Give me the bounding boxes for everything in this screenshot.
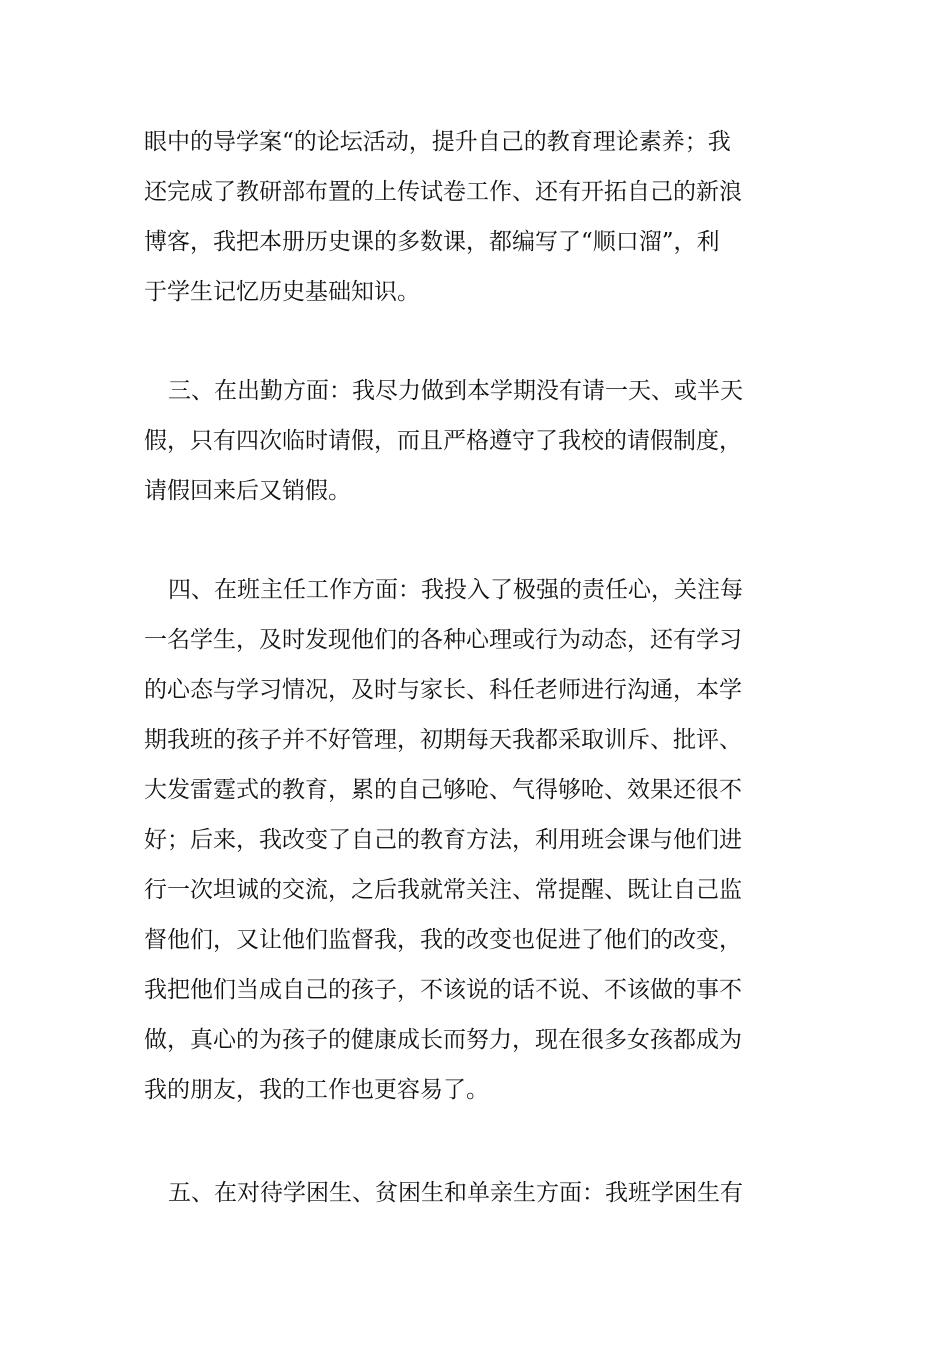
paragraph-class-teacher [144, 565, 744, 1165]
text-line: 我的朋友，我的工作也更容易了。 [144, 1077, 489, 1103]
text-line: 好；后来，我改变了自己的教育方法，利用班会课与他们进 [144, 827, 742, 853]
text-line: 大发雷霆式的教育，累的自己够呛、气得够呛、效果还很不 [144, 777, 742, 803]
text-line: 五、在对待学困生、贫困生和单亲生方面：我班学困生有 [168, 1180, 743, 1206]
text-line: 三、在出勤方面：我尽力做到本学期没有请一天、或半天 [168, 378, 743, 404]
text-line: 的心态与学习情况，及时与家长、科任老师进行沟通，本学 [144, 677, 742, 703]
text-line: 行一次坦诚的交流，之后我就常关注、常提醒、既让自己监 [144, 877, 742, 903]
text-line: 眼中的导学案“的论坛活动，提升自己的教育理论素养；我 [144, 129, 731, 155]
text-line: 于学生记忆历史基础知识。 [144, 279, 420, 305]
text-line: 我把他们当成自己的孩子，不该说的话不说、不该做的事不 [144, 977, 742, 1003]
text-line: 博客，我把本册历史课的多数课，都编写了“顺口溜”，利 [144, 229, 720, 255]
text-line: 四、在班主任工作方面：我投入了极强的责任心，关注每 [168, 577, 743, 603]
text-line: 请假回来后又销假。 [144, 478, 351, 504]
text-line [144, 1115, 744, 1165]
text-line: 还完成了教研部布置的上传试卷工作、还有开拓自己的新浪 [144, 179, 742, 205]
text-line: 督他们，又让他们监督我，我的改变也促进了他们的改变， [144, 927, 742, 953]
paragraph-attendance [144, 366, 744, 516]
text-line: 做，真心的为孩子的健康成长而努力，现在很多女孩都成为 [144, 1027, 742, 1053]
text-line: 期我班的孩子并不好管理，初期每天我都采取训斥、批评、 [144, 727, 742, 753]
text-line: 假，只有四次临时请假，而且严格遵守了我校的请假制度， [144, 428, 742, 454]
paragraph-struggling-students [144, 1168, 744, 1218]
text-line: 一名学生，及时发现他们的各种心理或行为动态，还有学习 [144, 627, 742, 653]
paragraph-teaching-research [144, 117, 744, 317]
